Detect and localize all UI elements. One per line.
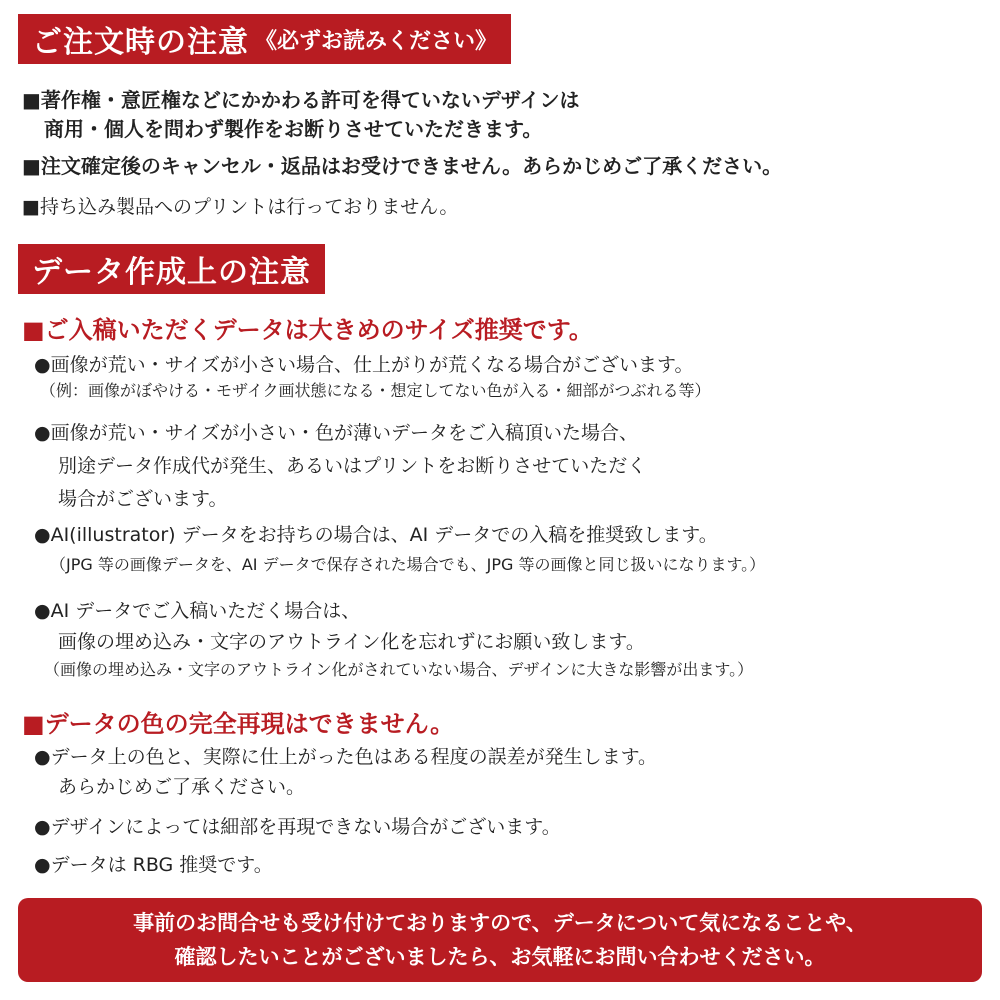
- order-notice-title: ご注文時の注意: [32, 25, 249, 60]
- section1-bullet4-line2: 画像の埋め込み・文字のアウトライン化を忘れずにお願い致します。: [58, 631, 645, 653]
- section2-bullet3: ●データは RBG 推奨です。: [34, 854, 273, 876]
- footer-line2: 確認したいことがございましたら、お気軽にお問い合わせください。: [174, 945, 826, 969]
- order-notice-item1-line1: ■著作権・意匠権などにかかわる許可を得ていないデザインは: [22, 88, 580, 112]
- order-notice-subtitle: 《必ずお読みください》: [255, 28, 498, 54]
- section1-bullet2-line3: 場合がございます。: [58, 488, 228, 510]
- section2-bullet1-line2: あらかじめご了承ください。: [58, 776, 306, 798]
- section1-bullet1-note: （例：画像がぼやける・モザイク画状態になる・想定してない色が入る・細部がつぶれる等）: [40, 381, 711, 400]
- section1-bullet2-line2: 別途データ作成代が発生、あるいはプリントをお断りさせていただく: [58, 455, 647, 477]
- section2-bullet2: ●デザインによっては細部を再現できない場合がございます。: [34, 816, 561, 838]
- data-notice-banner: [18, 244, 325, 294]
- data-notice-title: データ作成上の注意: [32, 255, 311, 290]
- section1-bullet1: ●画像が荒い・サイズが小さい場合、仕上がりが荒くなる場合がございます。: [34, 354, 694, 376]
- section1-bullet3: ●AI(illustrator) データをお持ちの場合は、AI データでの入稿を推奨致します。: [34, 524, 718, 546]
- contact-footer: [18, 898, 982, 982]
- section1-heading: ■ご入稿いただくデータは大きめのサイズ推奨です。: [22, 316, 593, 344]
- order-notice-banner: [18, 14, 511, 64]
- section1-bullet2-line1: ●画像が荒い・サイズが小さい・色が薄いデータをご入稿頂いた場合、: [34, 422, 639, 444]
- section1-bullet4-note: （画像の埋め込み・文字のアウトライン化がされていない場合、デザインに大きな影響が出ます。）: [44, 660, 754, 679]
- footer-line1: 事前のお問合せも受け付けておりますので、データについて気になることや、: [133, 911, 867, 935]
- section1-bullet3-note: （JPG 等の画像データを、AI データで保存された場合でも、JPG 等の画像と同じ扱いになります。）: [50, 555, 766, 574]
- section2-bullet1-line1: ●データ上の色と、実際に仕上がった色はある程度の誤差が発生します。: [34, 746, 658, 768]
- section1-bullet4-line1: ●AI データでご入稿いただく場合は、: [34, 600, 361, 622]
- section2-heading: ■データの色の完全再現はできません。: [22, 710, 455, 738]
- order-notice-item2: ■注文確定後のキャンセル・返品はお受けできません。あらかじめご了承ください。: [22, 154, 783, 178]
- order-notice-item3: ■持ち込み製品へのプリントは行っておりません。: [22, 196, 459, 218]
- order-notice-item1-line2: 商用・個人を問わず製作をお断りさせていただきます。: [44, 117, 543, 141]
